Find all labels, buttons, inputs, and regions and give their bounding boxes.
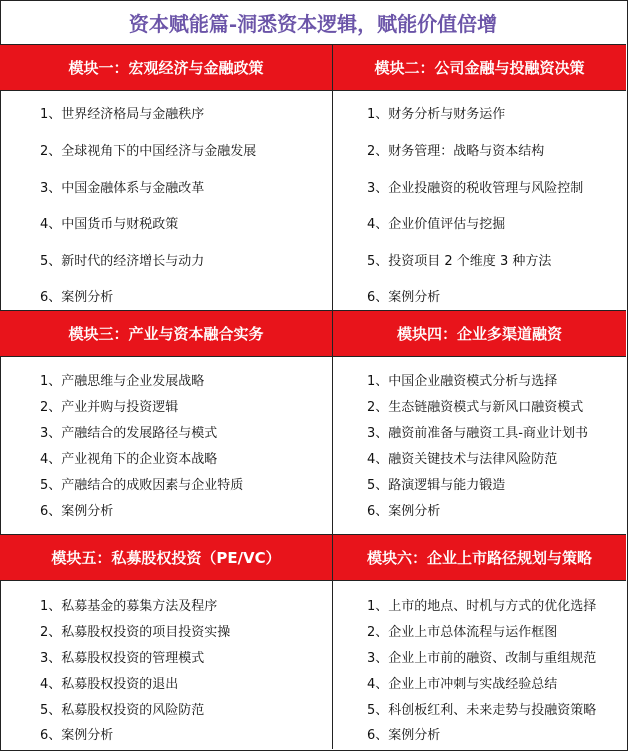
list-item: 4、私募股权投资的退出 <box>40 677 179 692</box>
list-item: 1、产融思维与企业发展战略 <box>40 374 205 389</box>
list-item: 6、案例分析 <box>40 504 114 519</box>
list-item: 5、新时代的经济增长与动力 <box>40 254 205 269</box>
module-4-list <box>333 357 626 535</box>
list-item: 2、企业上市总体流程与运作框图 <box>367 625 558 640</box>
list-item: 3、产融结合的发展路径与模式 <box>40 426 218 441</box>
page-title: 资本赋能篇-洞悉资本逻辑，赋能价值倍增 <box>0 0 626 45</box>
module-1-list <box>0 91 333 311</box>
module-1-header: 模块一：宏观经济与金融政策 <box>0 45 333 91</box>
list-item: 1、世界经济格局与金融秩序 <box>40 107 205 122</box>
module-4-header: 模块四：企业多渠道融资 <box>333 311 626 357</box>
list-item: 3、企业投融资的税收管理与风险控制 <box>367 181 584 196</box>
list-item: 3、私募股权投资的管理模式 <box>40 651 205 666</box>
list-item: 6、案例分析 <box>40 728 114 743</box>
list-item: 2、生态链融资模式与新风口融资模式 <box>367 400 584 415</box>
list-item: 4、企业价值评估与挖掘 <box>367 217 506 232</box>
list-item: 5、投资项目 2 个维度 3 种方法 <box>367 254 552 269</box>
list-item: 6、案例分析 <box>40 290 114 305</box>
module-2-list <box>333 91 626 311</box>
list-item: 6、案例分析 <box>367 504 441 519</box>
list-item: 1、私募基金的募集方法及程序 <box>40 599 218 614</box>
list-item: 4、融资关键技术与法律风险防范 <box>367 452 558 467</box>
module-2-header: 模块二：公司金融与投融资决策 <box>333 45 626 91</box>
module-3-list <box>0 357 333 535</box>
list-item: 6、案例分析 <box>367 728 441 743</box>
list-item: 4、产业视角下的企业资本战略 <box>40 452 218 467</box>
list-item: 2、全球视角下的中国经济与金融发展 <box>40 144 257 159</box>
list-item: 1、中国企业融资模式分析与选择 <box>367 374 558 389</box>
list-item: 3、企业上市前的融资、改制与重组规范 <box>367 651 597 666</box>
list-item: 5、科创板红利、未来走势与投融资策略 <box>367 703 597 718</box>
list-item: 3、融资前准备与融资工具-商业计划书 <box>367 426 588 441</box>
module-5-list <box>0 581 333 749</box>
list-item: 2、私募股权投资的项目投资实操 <box>40 625 231 640</box>
list-item: 1、上市的地点、时机与方式的优化选择 <box>367 599 597 614</box>
list-item: 4、企业上市冲刺与实战经验总结 <box>367 677 558 692</box>
module-3-header: 模块三：产业与资本融合实务 <box>0 311 333 357</box>
list-item: 3、中国金融体系与金融改革 <box>40 181 205 196</box>
list-item: 1、财务分析与财务运作 <box>367 107 506 122</box>
list-item: 5、产融结合的成败因素与企业特质 <box>40 478 244 493</box>
list-item: 5、私募股权投资的风险防范 <box>40 703 205 718</box>
module-6-header: 模块六：企业上市路径规划与策略 <box>333 535 626 581</box>
list-item: 2、产业并购与投资逻辑 <box>40 400 179 415</box>
module-5-header: 模块五：私募股权投资（PE/VC） <box>0 535 333 581</box>
list-item: 5、路演逻辑与能力锻造 <box>367 478 506 493</box>
list-item: 2、财务管理：战略与资本结构 <box>367 144 545 159</box>
module-6-list <box>333 581 626 749</box>
list-item: 4、中国货币与财税政策 <box>40 217 179 232</box>
list-item: 6、案例分析 <box>367 290 441 305</box>
